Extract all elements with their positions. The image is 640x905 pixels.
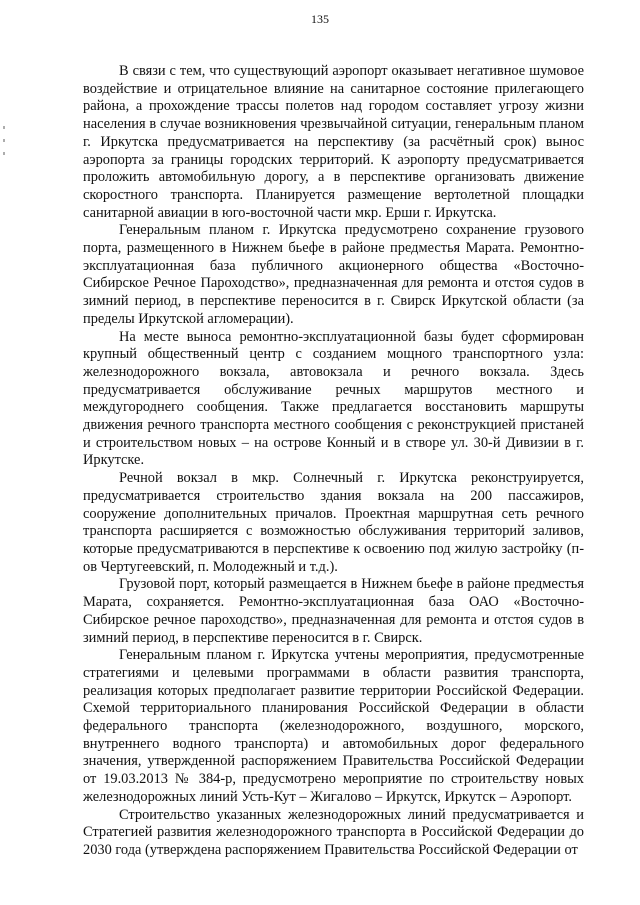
margin-mark xyxy=(3,126,5,129)
page-number: 135 xyxy=(311,12,329,26)
paragraph-federal-strategies: Генеральным планом г. Иркутска учтены мероприятия, предусмотренные стратегиями и целевыми программами в области развития транспорта, реализация которых предполагает развитие территории Российской Федерации. Схемой территориального планирования Российской Федерации в области федерального транспорта (железнодорожного, воздушного, морского, внутреннего водного транспорта) и автомобильных дорог федерального значения, утвержденной распоряжением Правительства Российской Федерации от 19.03.2013 № 384-р, предусмотрено мероприятие по строительству новых железнодорожных линий Усть-Кут – Жигалово – Иркутск, Иркутск – Аэропорт. xyxy=(83,647,584,805)
paragraph-transport-hub: На месте выноса ремонтно-эксплуатационной базы будет сформирован крупный общественный центр с созданием мощного транспортного узла: железнодорожного вокзала, автовокзала и речного вокзала. Здесь предусматривается обслуживание речных маршрутов местного и междугороднего сообщения. Также предлагается восстановить маршруты движения речного транспорта местного сообщения с реконструкцией пристаней и строительством новых – на острове Конный и в створе ул. 30-й Дивизии в г. Иркутске. xyxy=(83,328,584,469)
paragraph-railway-strategy: Строительство указанных железнодорожных линий предусматривается и Стратегией развития железнодорожного транспорта в Российской Федерации до 2030 года (утверждена распоряжением Правительства Российской Федерации от xyxy=(83,806,584,858)
paragraph-river-station: Речной вокзал в мкр. Солнечный г. Иркутска реконструируется, предусматривается строительство здания вокзала на 200 пассажиров, сооружение дополнительных причалов. Проектная маршрутная сеть речного транспорта расширяется с возможностью обслуживания территорий заливов, которые предусматриваются в перспективе к освоению под жилую застройку (п-ов Чертугеевский, п. Молодежный и т.д.). xyxy=(83,470,584,575)
margin-mark xyxy=(3,152,5,155)
paragraph-cargo-port: Генеральным планом г. Иркутска предусмотрено сохранение грузового порта, размещенного в Нижнем бьефе в районе предместья Марата. Ремонтно-эксплуатационная база публичного акционерного общества «Восточно-Сибирское Речное Пароходство», предназначенная для ремонта и отстоя судов в зимний период, в перспективе переносится в г. Свирск Иркутской области (за пределы Иркутской агломерации). xyxy=(83,222,584,327)
document-body xyxy=(83,63,584,860)
paragraph-airport-relocation: В связи с тем, что существующий аэропорт оказывает негативное шумовое воздействие и отрицательное влияние на санитарное состояние прилегающего района, а прохождение трассы полетов над городом составляет угрозу жизни населения в случае возникновения чрезвычайной ситуации, генеральным планом г. Иркутска предусматривается на перспективу (за расчётный срок) вынос аэропорта за границы городских территорий. К аэропорту предусматривается проложить автомобильную дорогу, а в перспективе организовать движение скоростного транспорта. Планируется размещение вертолетной площадки санитарной авиации в юго-восточной части мкр. Ерши г. Иркутска. xyxy=(83,63,584,221)
paragraph-cargo-port-preserved: Грузовой порт, который размещается в Нижнем бьефе в районе предместья Марата, сохраняется. Ремонтно-эксплуатационная база ОАО «Восточно-Сибирское речное пароходство», предназначенная для ремонта и отстоя судов в зимний период, в перспективе переносится в г. Свирск. xyxy=(83,576,584,646)
margin-mark xyxy=(3,139,5,142)
